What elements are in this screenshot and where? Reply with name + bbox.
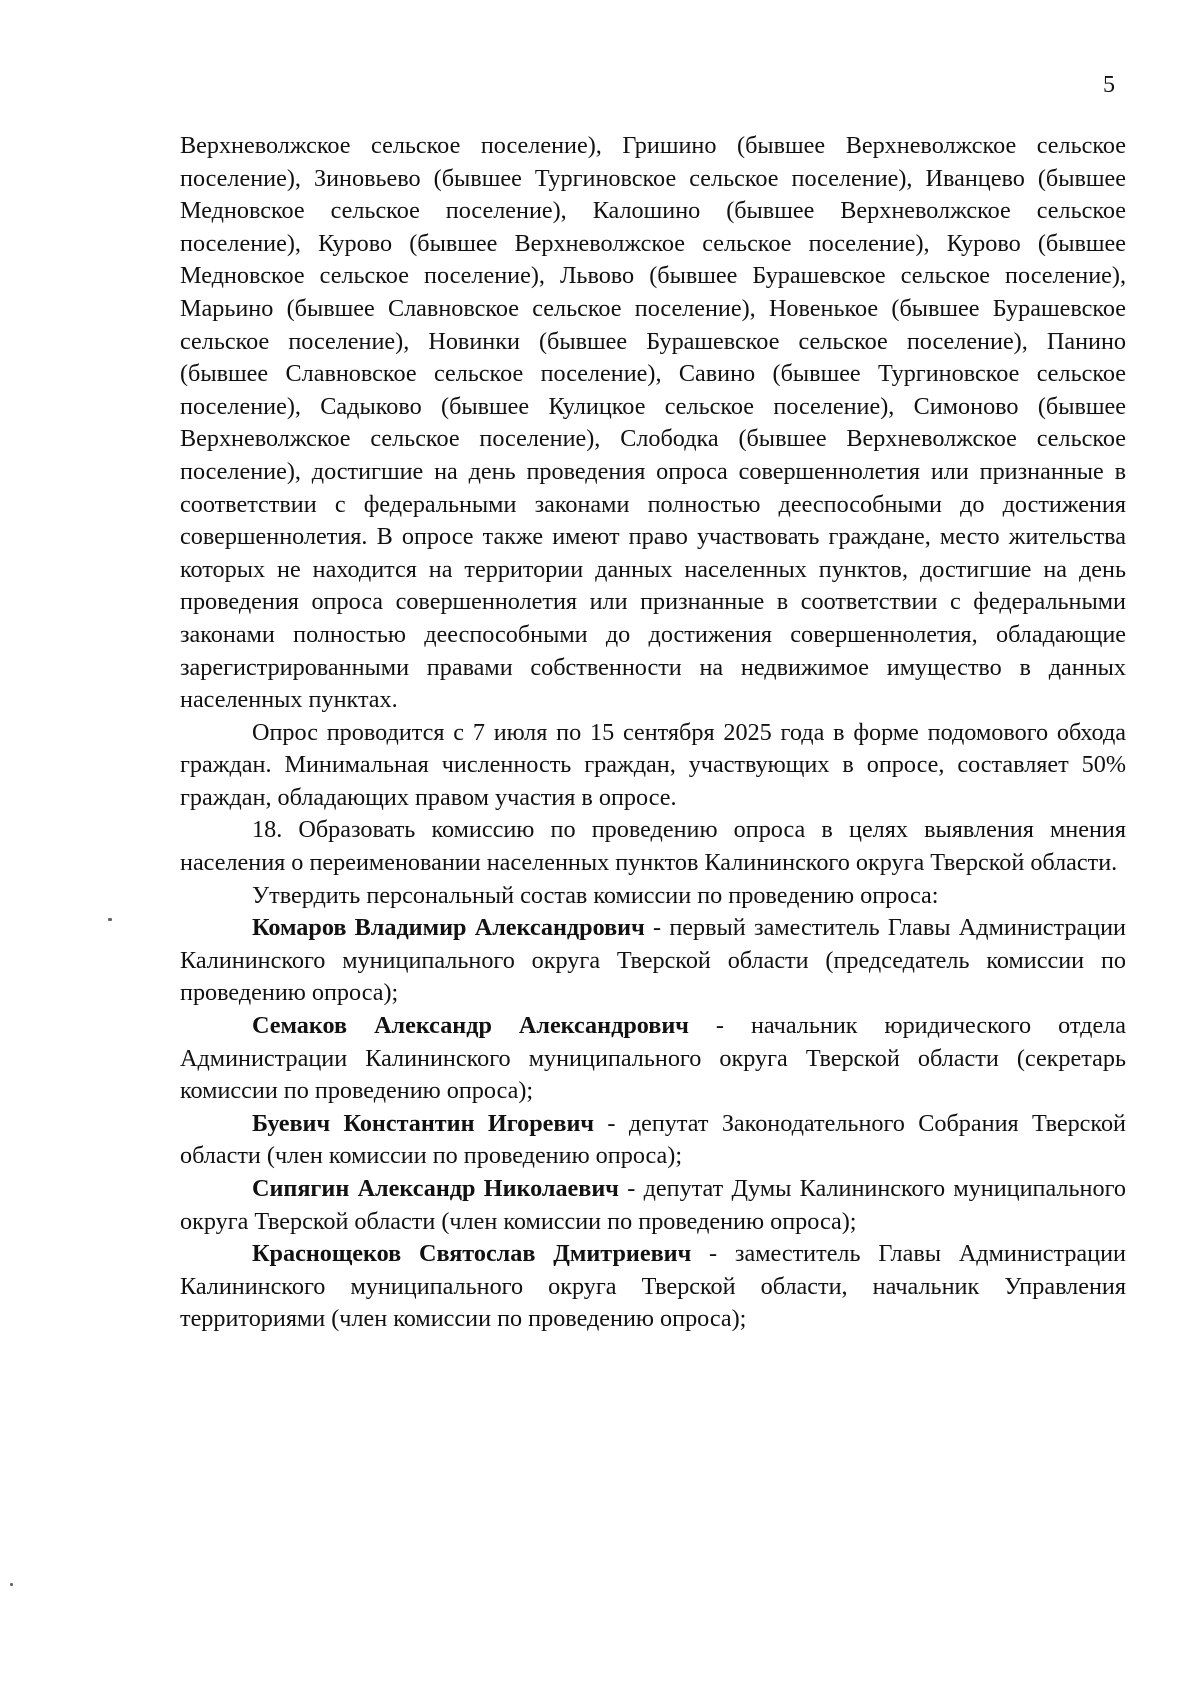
document-body	[180, 130, 1126, 1336]
member-role: - депутат Законодательного Собрания Тверской области (член комиссии по проведению опроса);	[180, 1109, 1126, 1170]
member-name: Краснощеков Святослав Дмитриевич	[252, 1240, 692, 1268]
member-role: - первый заместитель Главы Администрации Калининского муниципального округа Тверской области (председатель комиссии по проведению опроса);	[180, 914, 1126, 1007]
member-name: Семаков Александр Александрович	[252, 1012, 689, 1040]
scan-speck	[10, 1583, 13, 1586]
member-entry	[180, 1108, 1126, 1173]
member-entry	[180, 1238, 1126, 1336]
paragraph-commission-composition: Утвердить персональный состав комиссии по проведению опроса:	[252, 881, 939, 909]
member-name: Сипягин Александр Николаевич	[252, 1175, 619, 1202]
paragraph-commission-formation: 18. Образовать комиссию по проведению опроса в целях выявления мнения населения о переименовании населенных пунктов Калининского округа Тверской области.	[180, 816, 1126, 877]
paragraph-survey-dates: Опрос проводится с 7 июля по 15 сентября 2025 года в форме подомового обхода граждан. Минимальная численность граждан, участвующих в опросе, составляет 50% граждан, обладающих правом участия в опросе.	[180, 718, 1126, 811]
page-number: 5	[1103, 72, 1115, 98]
member-name: Комаров Владимир Александрович	[252, 914, 645, 942]
member-name: Буевич Константин Игоревич	[252, 1109, 595, 1137]
member-role: - начальник юридического отдела Администрации Калининского муниципального округа Тверской области (секретарь комиссии по проведению опроса);	[180, 1012, 1126, 1105]
scan-speck	[108, 918, 112, 921]
member-entry	[180, 1173, 1126, 1238]
paragraph-settlements: Верхневолжское сельское поселение), Гришино (бывшее Верхневолжское сельское поселение), Зиновьево (бывшее Тургиновское сельское поселение), Иванцево (бывшее Медновское сельское поселение), Калошино (бывшее Верхневолжское сельское поселение), Курово (бывшее Верхневолжское сельское поселение), Курово (бывшее Медновское сельское поселение), Львово (бывшее Бурашевское сельское поселение), Марьино (бывшее Славновское сельское поселение), Новенькое (бывшее Бурашевское сельское поселение), Новинки (бывшее Бурашевское сельское поселение), Панино (бывшее Славновское сельское поселение), Савино (бывшее Тургиновское сельское поселение), Садыково (бывшее Кулицкое сельское поселение), Симоново (бывшее Верхневолжское сельское поселение), Слободка (бывшее Верхневолжское сельское поселение), достигшие на день проведения опроса совершеннолетия или признанные в соответствии с федеральными законами полностью дееспособными до достижения совершеннолетия. В опросе также имеют право участвовать граждане, место жительства которых не находится на территории данных населенных пунктов, достигшие на день проведения опроса совершеннолетия или признанные в соответствии с федеральными законами полностью дееспособными до достижения совершеннолетия, обладающие зарегистрированными правами собственности на недвижимое имущество в данных населенных пунктах.	[180, 132, 1126, 714]
member-role: - заместитель Главы Администрации Калининского муниципального округа Тверской области, начальник Управления территориями (член комиссии по проведению опроса);	[180, 1240, 1126, 1333]
member-role: - депутат Думы Калининского муниципального округа Тверской области (член комиссии по проведению опроса);	[180, 1175, 1126, 1235]
member-entry	[180, 912, 1126, 1010]
member-entry	[180, 1010, 1126, 1108]
